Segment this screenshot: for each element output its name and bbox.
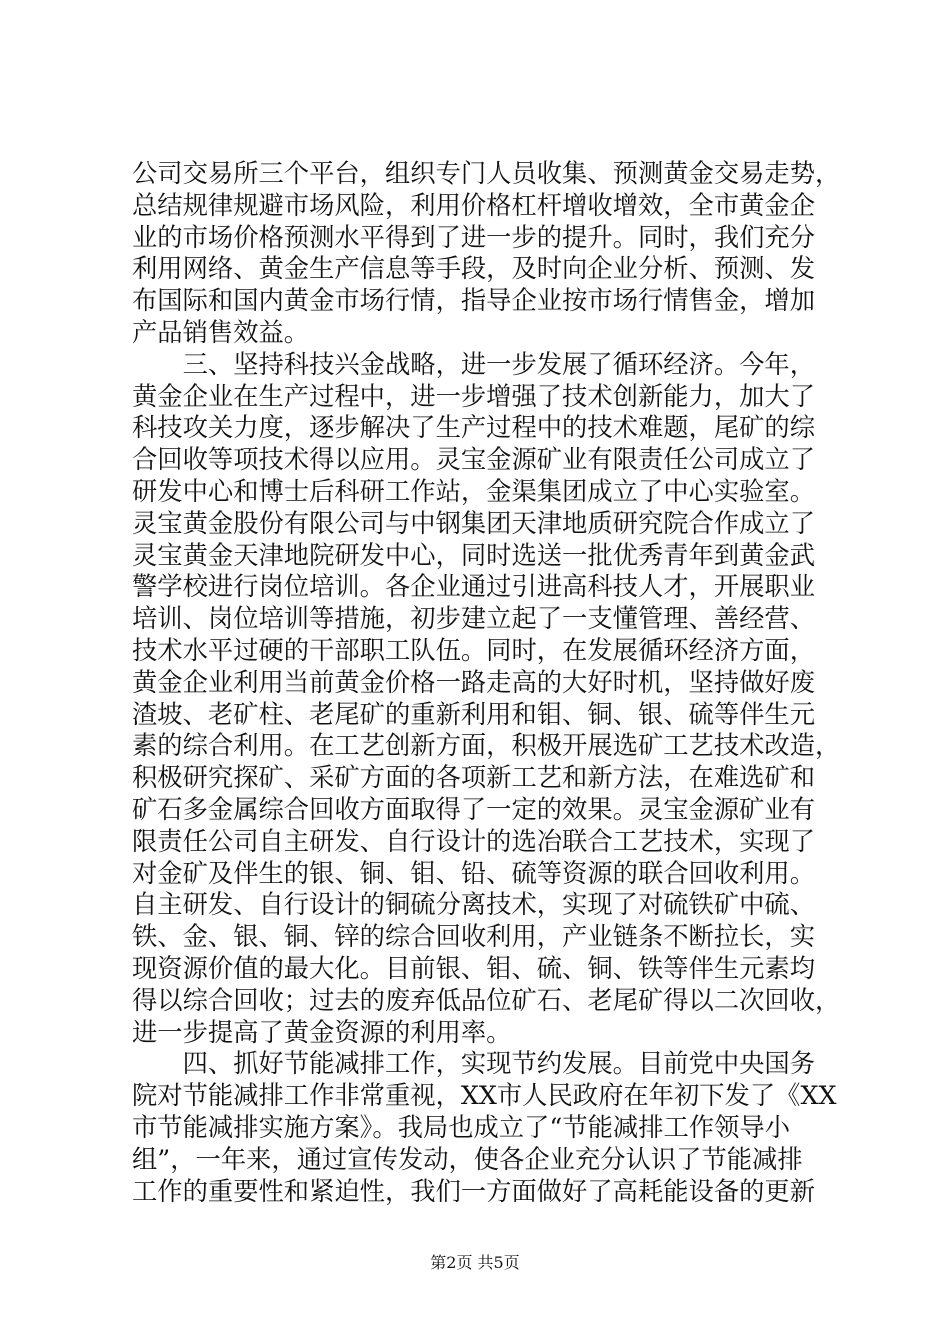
text-line: 科技攻关力度，逐步解决了生产过程中的技术难题，尾矿的综 [132,413,816,443]
text-line: 合回收等项技术得以应用。灵宝金源矿业有限责任公司成立了 [132,445,816,475]
text-line: 铁、金、银、铜、锌的综合回收利用，产业链条不断拉长，实 [132,922,816,952]
text-line: 研发中心和博士后科研工作站，金渠集团成立了中心实验室。 [132,476,816,506]
text-line: 渣坡、老矿柱、老尾矿的重新利用和钼、铜、银、硫等伴生元 [132,699,816,729]
text-line: 三、坚持科技兴金战略，进一步发展了循环经济。今年， [132,349,816,379]
text-line: 灵宝黄金天津地院研发中心，同时选送一批优秀青年到黄金武 [132,540,816,570]
text-line: 警学校进行岗位培训。各企业通过引进高科技人才，开展职业 [132,572,816,602]
text-line: 业的市场价格预测水平得到了进一步的提升。同时，我们充分 [132,222,816,252]
text-line: 积极研究探矿、采矿方面的各项新工艺和新方法，在难选矿和 [132,763,816,793]
text-line: 公司交易所三个平台，组织专门人员收集、预测黄金交易走势， [132,159,841,188]
body-text [132,158,841,1207]
text-line: 灵宝黄金股份有限公司与中钢集团天津地质研究院合作成立了 [132,508,816,538]
text-line: 利用网络、黄金生产信息等手段，及时向企业分析、预测、发 [132,254,816,284]
text-line: 黄金企业利用当前黄金价格一路走高的大好时机，坚持做好废 [132,667,816,697]
text-line: 布国际和国内黄金市场行情，指导企业按市场行情售金，增加 [132,286,816,316]
text-line: 得以综合回收；过去的废弃低品位矿石、老尾矿得以二次回收， [132,985,841,1015]
text-line: 现资源价值的最大化。目前银、钼、硫、铜、铁等伴生元素均 [132,953,816,983]
text-line: 技术水平过硬的干部职工队伍。同时，在发展循环经济方面， [132,635,816,665]
text-line: 四、抓好节能减排工作，实现节约发展。目前党中央国务 [132,1049,816,1079]
text-line: 黄金企业在生产过程中，进一步增强了技术创新能力，加大了 [132,381,816,411]
text-line: 对金矿及伴生的银、铜、钼、铅、硫等资源的联合回收利用。 [132,858,816,888]
text-line: 市节能减排实施方案》。我局也成立了“节能减排工作领导小 [132,1112,791,1142]
text-line: 总结规律规避市场风险，利用价格杠杆增收增效，全市黄金企 [132,190,816,220]
page-number-label: 第2页 共5页 [430,1253,520,1272]
text-line: 培训、岗位培训等措施，初步建立起了一支懂管理、善经营、 [132,604,816,634]
text-line: 限责任公司自主研发、自行设计的选冶联合工艺技术，实现了 [132,826,816,856]
text-line: 工作的重要性和紧迫性，我们一方面做好了高耗能设备的更新 [132,1176,816,1206]
text-line: 进一步提高了黄金资源的利用率。 [132,1017,512,1047]
text-line: 自主研发、自行设计的铜硫分离技术，实现了对硫铁矿中硫、 [132,890,816,920]
text-line: 产品销售效益。 [132,317,310,347]
text-line: 组”，一年来，通过宣传发动，使各企业充分认识了节能减排 [132,1144,803,1174]
page-footer [0,1250,950,1273]
text-line: 矿石多金属综合回收方面取得了一定的效果。灵宝金源矿业有 [132,794,816,824]
text-line: 院对节能减排工作非常重视，XX市人民政府在年初下发了《XX [132,1081,837,1111]
text-line: 素的综合利用。在工艺创新方面，积极开展选矿工艺技术改造， [132,731,841,761]
